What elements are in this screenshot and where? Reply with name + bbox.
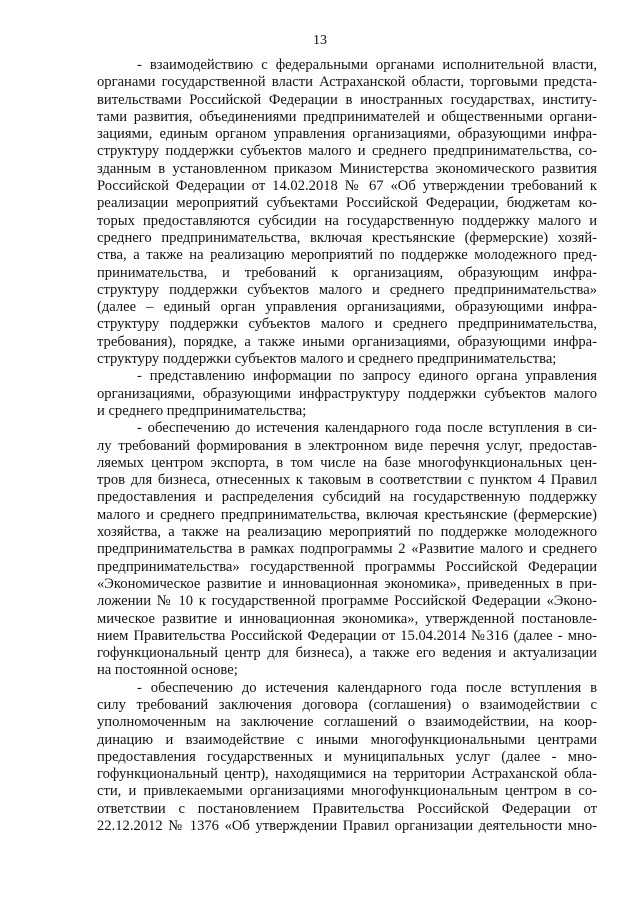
text-line: реализации мероприятий субъектами Российской Федерации, бюджетам ко- [97,195,597,212]
text-line: зданным в установленном приказом Министерства экономического развития [97,160,597,177]
text-line: сти, и привлекаемыми организациями многофункциональным центром в со- [97,783,597,800]
text-line: и среднего предпринимательства; [97,402,307,419]
text-line: на постоянной основе; [97,662,238,679]
text-line: структуру поддержки субъектов малого и среднего предпринимательства» [97,281,597,298]
text-line: принимательства, и требований к организациям, образующим инфра- [97,264,597,281]
text-line: предоставления и распределения субсидий на государственную поддержку [97,489,597,506]
text-line: мическое развитие и инновационная экономика», утвержденной постановле- [97,610,597,627]
text-line: структуру поддержки субъектов малого и среднего предпринимательства; [97,351,557,368]
text-line: - представлению информации по запросу единого органа управления [137,368,597,385]
text-line: ложении № 10 к государственной программе Российской Федерации «Эконо- [97,593,597,610]
text-line: ства, а также на реализацию мероприятий по поддержке молодежного пред- [97,247,597,264]
text-line: структуру поддержки субъектов малого и среднего предпринимательства, со- [97,143,597,160]
text-line: гофункциональный центр), находящимися на территории Астраханской обла- [97,766,597,783]
text-line: силу требований заключения договора (соглашения) о взаимодействии с [97,696,597,713]
text-line: организациями, образующими инфраструктуру поддержки субъектов малого [97,385,597,402]
text-line: гофункциональный центр для бизнеса), а также его ведения и актуализации [97,645,597,662]
text-line: тами развития, объединениями предпринимателей и общественными органи- [97,108,597,125]
text-line: тров для бизнеса, отнесенных к таковым в соответствии с пунктом 4 Правил [97,472,597,489]
text-line: требования), порядке, а также иными организациями, образующими инфра- [97,333,597,350]
text-line: - обеспечению до истечения календарного года после вступления в си- [137,420,597,437]
text-line: вительствами Российской Федерации в иностранных государствах, институ- [97,91,597,108]
text-line: лу требований формирования в электронном виде перечня услуг, предостав- [97,437,597,454]
page-number: 13 [313,33,327,48]
text-line: 22.12.2012 № 1376 «Об утверждении Правил организации деятельности мно- [97,818,597,835]
text-line: уполномоченным на заключение соглашений о взаимодействии, на коор- [97,714,597,731]
text-line: малого и среднего предпринимательства, включая крестьянские (фермерские) [97,506,597,523]
text-line: предоставления государственных и муниципальных услуг (далее - мно- [97,748,597,765]
text-line: органами государственной власти Астраханской области, торговыми предста- [97,74,597,91]
text-line: предпринимательства» государственной программы Российской Федерации [97,558,597,575]
text-line: нием Правительства Российской Федерации от 15.04.2014 №316 (далее - мно- [97,627,597,644]
text-line: - обеспечению до истечения календарного года после вступления в [137,679,597,696]
text-line: ответствии с постановлением Правительства Российской Федерации от [97,800,597,817]
text-line: торых предоставляются субсидии на государственную поддержку малого и [97,212,597,229]
text-line: динацию и взаимодействие с иными многофункциональными центрами [97,731,597,748]
text-line: среднего предпринимательства, включая крестьянские (фермерские) хозяй- [97,229,597,246]
document-body [97,57,597,835]
text-line: - взаимодействию с федеральными органами исполнительной власти, [137,57,597,73]
text-line: структуру поддержки субъектов малого и среднего предпринимательства, [97,316,597,333]
text-line: хозяйства, а также на реализацию мероприятий по поддержке молодежного [97,524,597,541]
text-line: зациями, единым органом управления организациями, образующими инфра- [97,126,597,143]
text-line: Российской Федерации от 14.02.2018 № 67 «Об утверждении требований к [97,178,597,195]
text-line: «Экономическое развитие и инновационная экономика», приведенных в при- [97,575,597,592]
text-line: (далее – единый орган управления организациями, образующими инфра- [97,299,597,316]
text-line: предпринимательства в рамках подпрограммы 2 «Развитие малого и среднего [97,541,597,558]
text-line: ляемых центром экспорта, в том числе на базе многофункциональных цен- [97,454,597,471]
